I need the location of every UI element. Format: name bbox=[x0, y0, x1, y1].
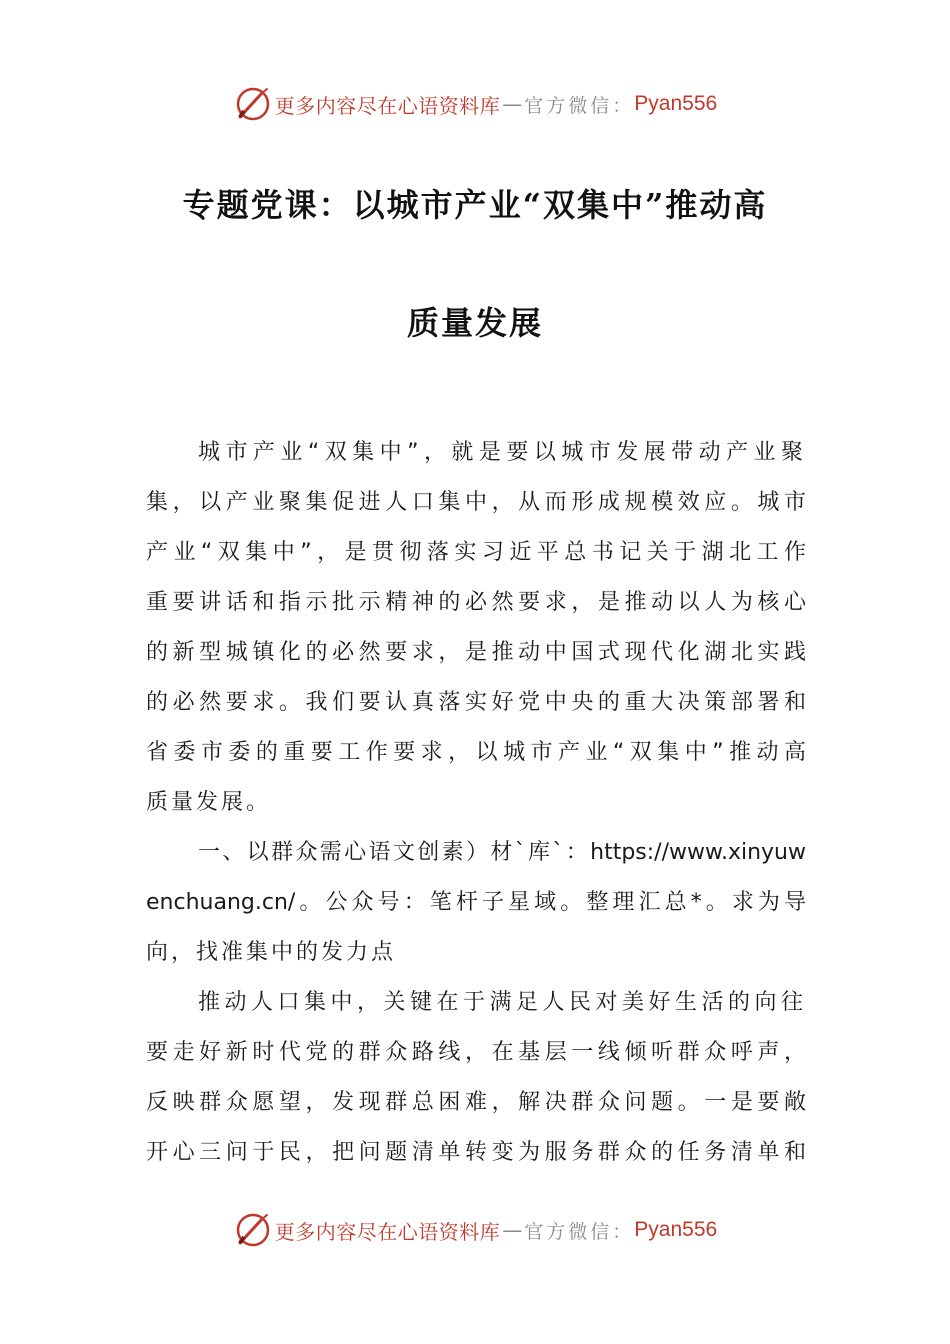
body-line: 集，以产业聚集促进人口集中，从而形成规模效应。城市 bbox=[146, 490, 806, 515]
body-line: 要走好新时代党的群众路线，在基层一线倾听群众呼声， bbox=[146, 1040, 806, 1065]
footer-brand: 更多内容尽在心语资料库 bbox=[274, 1219, 501, 1244]
body-line: 反映群众愿望，发现群总困难，解决群众问题。一是要敞 bbox=[146, 1090, 806, 1115]
body-line: 推动人口集中，关键在于满足人民对美好生活的向往 bbox=[198, 990, 806, 1015]
body-line: 一、以群众需心语文创素）材`库`：https://www.xinyuw bbox=[198, 840, 806, 865]
footer-dash: — bbox=[502, 1218, 523, 1242]
header-brand: 更多内容尽在心语资料库 bbox=[274, 93, 501, 118]
body-line: 开心三问于民，把问题清单转变为服务群众的任务清单和 bbox=[146, 1140, 806, 1165]
body-line: 的必然要求。我们要认真落实好党中央的重大决策部署和 bbox=[146, 690, 806, 715]
body-line: 省委市委的重要工作要求，以城市产业“双集中”推动高 bbox=[146, 740, 806, 765]
body-line: 城市产业“双集中”，就是要以城市发展带动产业聚 bbox=[198, 440, 806, 465]
header-dash: — bbox=[502, 92, 523, 116]
body-line: 的新型城镇化的必然要求，是推动中国式现代化湖北实践 bbox=[146, 640, 806, 665]
footer-wechat-id: Pyan556 bbox=[634, 1218, 718, 1241]
body-line: 产业“双集中”，是贯彻落实习近平总书记关于湖北工作 bbox=[146, 540, 806, 565]
header-wechat-id: Pyan556 bbox=[634, 92, 718, 115]
footer-watermark bbox=[0, 1210, 950, 1250]
body-line: 质量发展。 bbox=[146, 790, 272, 815]
footer-wechat-label: 官方微信： bbox=[524, 1220, 635, 1243]
body-text bbox=[146, 428, 806, 1178]
header-watermark bbox=[0, 84, 950, 124]
body-line: 向，找准集中的发力点 bbox=[146, 940, 397, 965]
pen-logo-icon bbox=[233, 1210, 273, 1250]
pen-logo-icon bbox=[233, 84, 273, 124]
body-line: enchuang.cn/。公众号：笔杆子星域。整理汇总*。求为导 bbox=[146, 890, 806, 915]
body-line: 重要讲话和指示批示精神的必然要求，是推动以人为核心 bbox=[146, 590, 806, 615]
header-wechat-label: 官方微信： bbox=[524, 94, 635, 117]
title-line-2: 质量发展 bbox=[406, 304, 543, 342]
title-line-1: 专题党课：以城市产业“双集中”推动高 bbox=[182, 186, 768, 224]
